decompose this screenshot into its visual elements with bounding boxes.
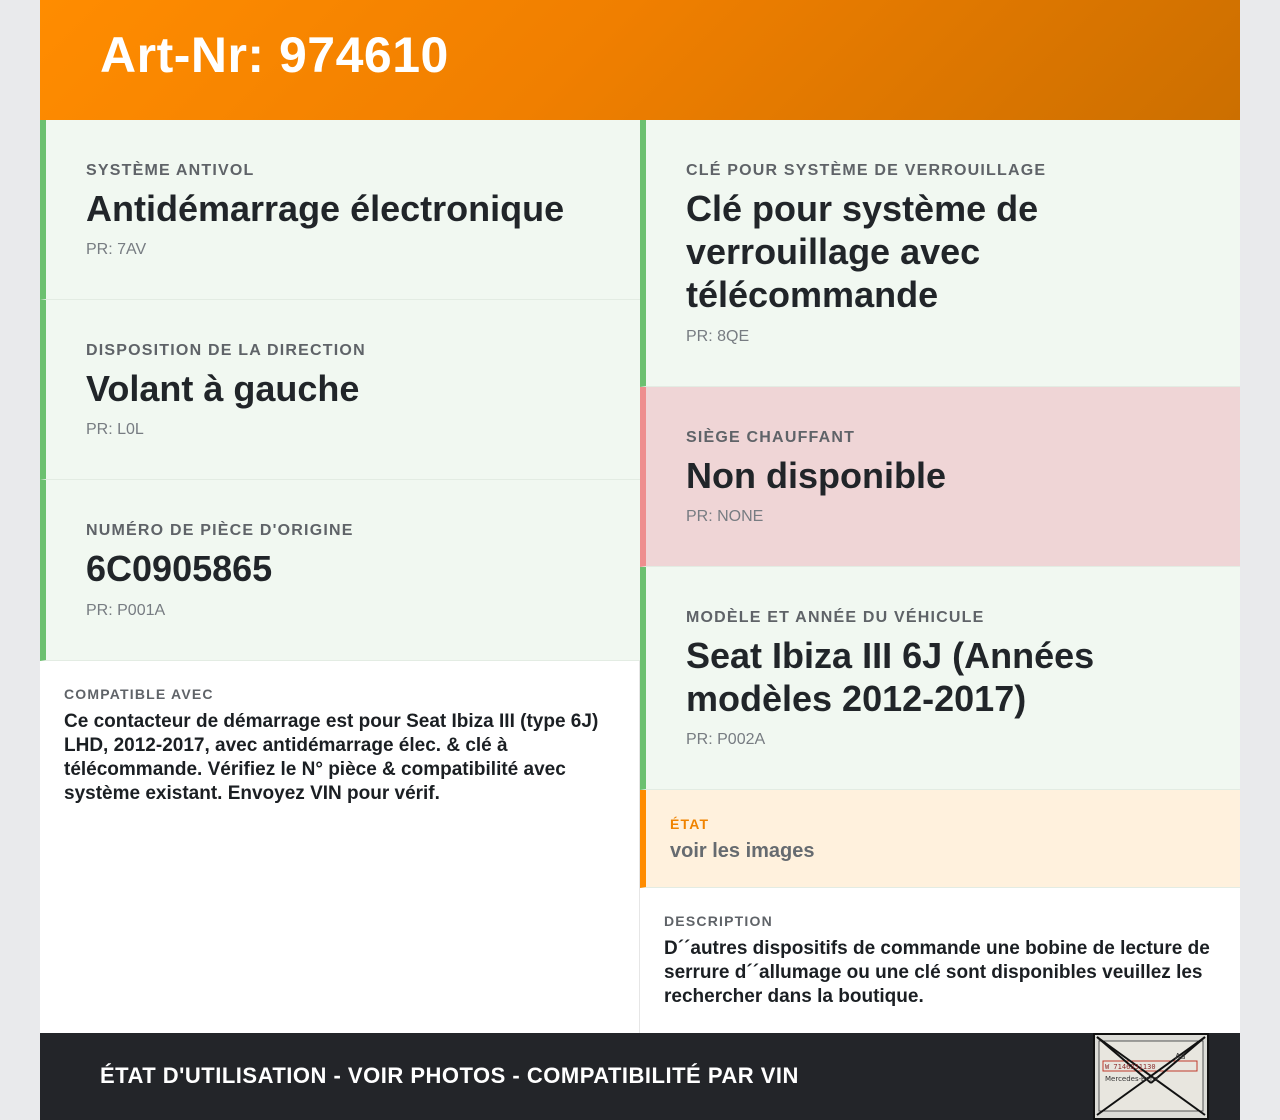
footer-tagline: ÉTAT D'UTILISATION - VOIR PHOTOS - COMPATIBILITÉ PAR VIN xyxy=(100,1063,799,1088)
card-pr-code: PR: P002A xyxy=(686,731,766,748)
card-value: 6C0905865 xyxy=(86,548,273,589)
card-pr-code: PR: 7AV xyxy=(86,241,147,258)
card-value: Non disponible xyxy=(686,455,946,496)
card-label: SYSTÈME ANTIVOL xyxy=(86,162,255,179)
card-pr-code: PR: L0L xyxy=(86,421,144,438)
article-number-title: Art-Nr: 974610 xyxy=(100,27,449,83)
card-label: MODÈLE ET ANNÉE DU VÉHICULE xyxy=(686,609,985,626)
info-card-vehicle-model xyxy=(640,567,1240,790)
compatible-text: Ce contacteur de démarrage est pour Seat Ibiza III (type 6J) LHD, 2012-2017, avec antidémarrage élec. & clé à télécommande. Vérifiez le N° pièce & compatibilité avec système existant. Envoyez VIN pour vérif. xyxy=(64,711,599,804)
info-card-heated-seat xyxy=(640,387,1240,567)
condition-value: voir les images xyxy=(670,840,815,862)
page xyxy=(40,0,1240,1120)
part-label-thumbnail[interactable] xyxy=(1093,1033,1209,1120)
compatible-label: COMPATIBLE AVEC xyxy=(64,686,214,702)
card-value: Seat Ibiza III 6J (Années modèles 2012-2017) xyxy=(686,635,1095,719)
thumb-text: W 7146331130 xyxy=(1105,1063,1156,1071)
thumb-text: Aa xyxy=(1175,1052,1186,1061)
info-card-antitheft xyxy=(40,120,640,300)
card-value: Antidémarrage électronique xyxy=(86,188,565,229)
condition-card xyxy=(640,790,1240,888)
card-label: SIÈGE CHAUFFANT xyxy=(686,429,856,446)
compatible-section xyxy=(40,661,640,1033)
footer xyxy=(40,1033,1240,1120)
header xyxy=(40,0,1240,120)
condition-label: ÉTAT xyxy=(670,816,710,832)
info-card-part-number xyxy=(40,480,640,661)
card-pr-code: PR: P001A xyxy=(86,602,166,619)
info-card-steering xyxy=(40,300,640,480)
card-pr-code: PR: 8QE xyxy=(686,328,750,345)
thumb-text: Mercedes-Benz xyxy=(1105,1075,1159,1083)
description-text: D´´autres dispositifs de commande une bobine de lecture de serrure d´´allumage ou une clé sont disponibles veuillez les rechercher dans la boutique. xyxy=(664,938,1210,1007)
envelope-photo-icon xyxy=(1095,1035,1207,1118)
card-label: DISPOSITION DE LA DIRECTION xyxy=(86,342,366,359)
card-value: Clé pour système de verrouillage avec télécommande xyxy=(686,188,1039,315)
card-label: NUMÉRO DE PIÈCE D'ORIGINE xyxy=(86,522,354,539)
card-pr-code: PR: NONE xyxy=(686,508,764,525)
card-value: Volant à gauche xyxy=(86,368,360,409)
description-label: DESCRIPTION xyxy=(664,913,773,929)
card-label: CLÉ POUR SYSTÈME DE VERROUILLAGE xyxy=(686,162,1047,179)
description-section xyxy=(640,888,1240,1033)
info-card-key xyxy=(640,120,1240,387)
